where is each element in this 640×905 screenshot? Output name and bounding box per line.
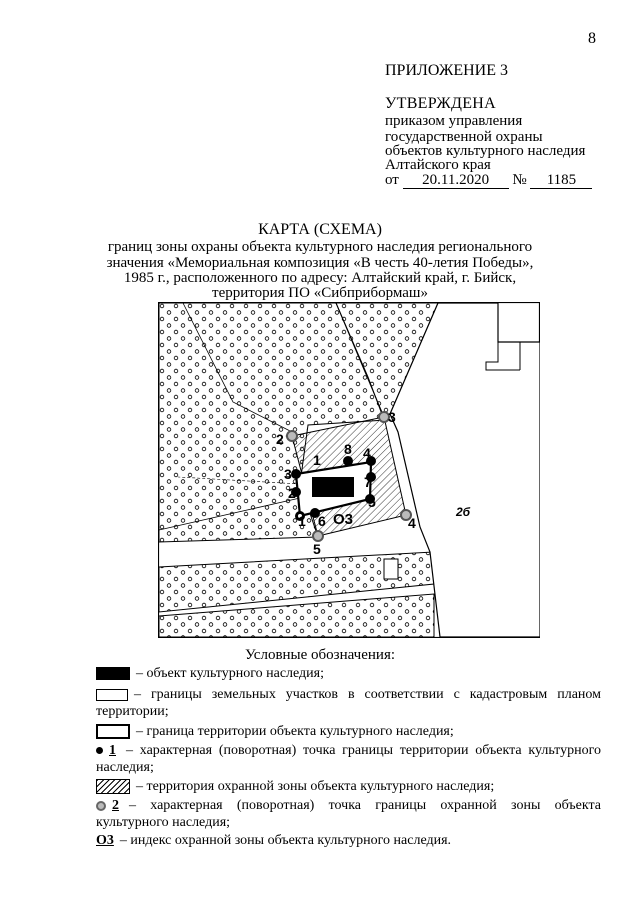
- black-dot-icon: [96, 747, 103, 754]
- label-obj-4: 4: [363, 445, 371, 461]
- zone-index-symbol: О3: [96, 833, 114, 848]
- thin-rect-icon: [96, 689, 128, 701]
- small-building: [384, 559, 398, 579]
- label-obj-8: 8: [344, 441, 352, 457]
- date-prefix: от: [385, 172, 399, 188]
- black-rect-icon: [96, 667, 130, 680]
- approval-title: УТВЕРЖДЕНА: [385, 95, 497, 112]
- map-subtitle-line: территория ПО «Сибприбормаш»: [212, 285, 428, 301]
- legend-item-parcels: – границы земельных участков в соответствии с кадастровым планом территории;: [96, 687, 601, 719]
- map-title: КАРТА (СХЕМА): [258, 221, 382, 238]
- zone-point-2: [287, 431, 297, 441]
- label-zone-4: 4: [408, 515, 416, 531]
- label-zone-3: 3: [388, 409, 396, 425]
- label-obj-2: 2: [288, 485, 296, 501]
- map-subtitle-line: значения «Мемориальная композиция «В честь 40-летия Победы»,: [106, 255, 534, 271]
- map-subtitle-line: 1985 г., расположенного по адресу: Алтайский край, г. Бийск,: [123, 270, 517, 286]
- number-prefix: №: [512, 172, 527, 188]
- label-zone-5: 5: [313, 541, 321, 557]
- map-subtitle-line: границ зоны охраны объекта культурного наследия регионального: [107, 239, 533, 255]
- object-point-3: [291, 469, 301, 479]
- grey-dot-icon: [96, 801, 106, 811]
- legend-title: Условные обозначения:: [244, 647, 396, 663]
- page-number: 8: [588, 30, 596, 47]
- approval-line: Алтайского края: [385, 157, 491, 173]
- label-obj-5: 5: [368, 494, 376, 510]
- approval-line: государственной охраны: [385, 129, 543, 145]
- appendix-label: ПРИЛОЖЕНИЕ 3: [385, 62, 509, 79]
- object-point-8: [343, 456, 353, 466]
- approval-date: 20.11.2020: [403, 172, 509, 189]
- bold-rect-icon: [96, 724, 130, 739]
- label-zone-2: 2: [276, 431, 284, 447]
- label-zone-index: О3: [333, 511, 354, 528]
- legend-item-zone-point: 2 – характерная (поворотная) точка границы охранной зоны объекта культурного наследия;: [96, 798, 601, 830]
- legend-item-zone-index: О3 – индекс охранной зоны объекта культурного наследия.: [96, 833, 452, 848]
- legend-item-territory: – граница территории объекта культурного наследия;: [96, 723, 601, 740]
- approval-line: приказом управления: [385, 113, 523, 129]
- label-obj-6: 6: [318, 513, 326, 529]
- approval-line: объектов культурного наследия: [385, 143, 586, 159]
- approval-number: 1185: [530, 172, 592, 189]
- hatch-rect-icon: [96, 779, 130, 794]
- label-building: 2б: [456, 505, 471, 519]
- legend-item-object: – объект культурного наследия;: [96, 665, 601, 682]
- zone-point-5: [313, 531, 323, 541]
- label-obj-1: 1: [298, 513, 306, 529]
- legend-item-object-point: 1 – характерная (поворотная) точка границы территории объекта культурного наследия;: [96, 743, 601, 775]
- label-obj-3: 3: [284, 466, 292, 482]
- boundary-map: [158, 302, 540, 638]
- legend-item-zone: – территория охранной зоны объекта культурного наследия;: [96, 778, 601, 795]
- label-obj-7: 7: [364, 474, 372, 490]
- label-obj-1-top: 1: [313, 452, 321, 468]
- approval-date-line: [385, 172, 592, 189]
- cultural-object: [312, 477, 354, 497]
